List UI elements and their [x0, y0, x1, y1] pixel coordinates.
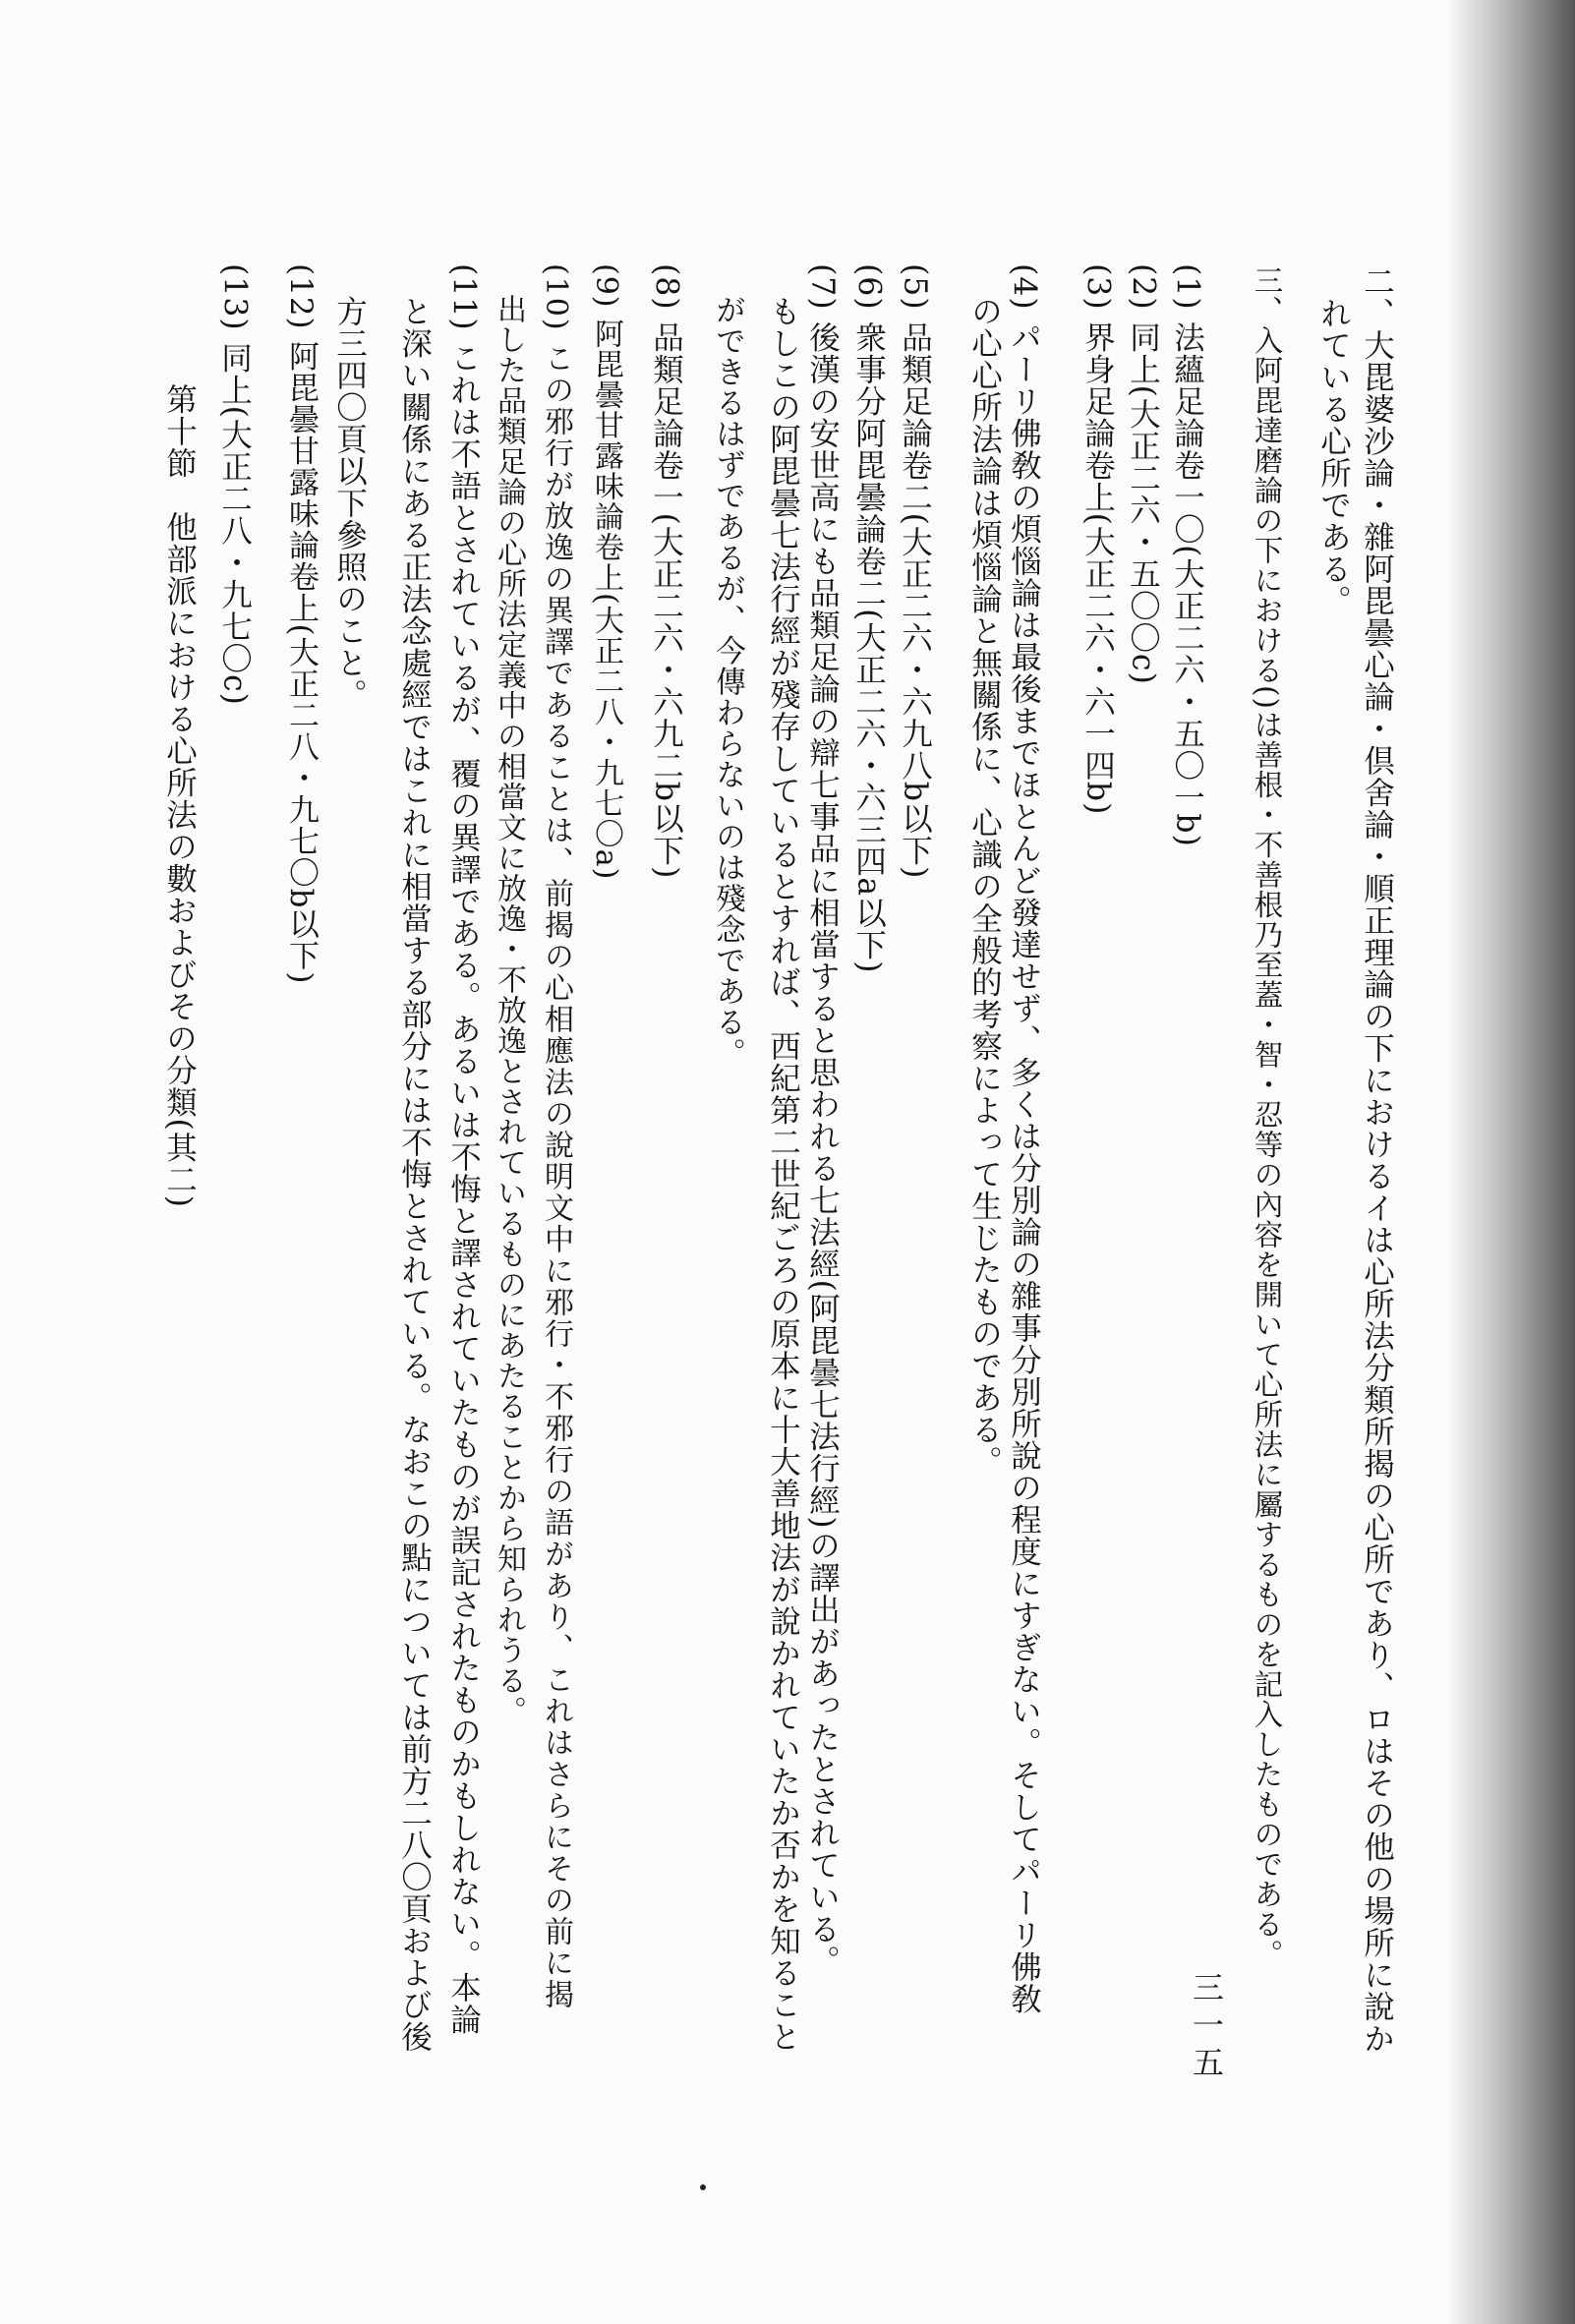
footnote-line: (2) 同上(大正二六・五〇〇c) — [1125, 263, 1161, 685]
text-line: れている心所である。 — [1315, 265, 1352, 617]
footnote-line: (10) この邪行が放逸の異譯であることは、前揭の心相應法の說明文中に邪行・不邪行の語があり、これはさらにその前に揭 — [539, 263, 573, 2011]
footnote-line: (6) 衆事分阿毘曇論卷二(大正二六・六三四a以下) — [850, 263, 887, 974]
page-number: 三一五 — [1188, 1971, 1225, 2083]
footnote-line: もしこの阿毘曇七法行經が殘存しているとすれば、西紀第二世紀ごろの原本に十大善地法が說かれていたか否かを知ること — [765, 263, 801, 2053]
scan-edge-shadow — [1447, 0, 1575, 2324]
footnote-line: ができるはずであるが、今傳わらないのは殘念である。 — [710, 263, 745, 1069]
footnote-line: 出した品類足論の心所法定義中の相當文に放逸・不放逸とされているものにあたることから知られうる。 — [492, 263, 526, 1726]
footnote-line: (13) 同上(大正二八・九七〇c) — [216, 263, 253, 706]
footnote-line: (5) 品類足論卷二(大正二六・六九八b以下) — [897, 263, 933, 880]
footnote-line: (4) パーリ佛敎の煩惱論は最後までほとんど發達せず、多くは分別論の雜事分別所說の程度にすぎない。そしてパーリ佛敎 — [1006, 263, 1042, 2015]
footnote-line: (9) 阿毘曇甘露味論卷上(大正二八・九七〇a) — [589, 263, 623, 881]
scan-speck — [700, 2184, 706, 2190]
footnote-line: (7) 後漢の安世高にも品類足論の辯七事品に相當すると思われる七法經(阿毘曇七法行經)の譯出があったとされている。 — [804, 263, 841, 1977]
footnote-line: 方三四〇頁以下參照のこと。 — [331, 263, 368, 711]
footnote-line: (1) 法蘊足論卷一〇(大正二六・五〇一b) — [1169, 263, 1205, 847]
footnote-line: (11) これは不語とされているが、覆の異譯である。あるいは不悔と譯されていたものが誤記されたものかもしれない。本論 — [445, 263, 482, 2036]
text-line: 二、大毘婆沙論・雜阿毘曇心論・倶舍論・順正理論の下におけるイは心所法分類所揭の心所であり、ロはその他の場所に說か — [1359, 265, 1395, 2055]
running-header: 第十節 他部派における心所法の數およびその分類(其二) — [161, 383, 198, 1209]
text-line: 三、入阿毘達磨論の下における()は善根・不善根乃至蓋・智・忍等の內容を開いて心所法に屬するものを記入したものである。 — [1250, 265, 1284, 1970]
footnote-line: (3) 界身足論卷上(大正二六・六一四b) — [1079, 263, 1116, 816]
footnote-line: と深い關係にある正法念處經ではこれに相當する部分には不悔とされている。なおこの點については前方二八〇頁および後 — [396, 263, 433, 2053]
footnote-line: の心心所法論は煩惱論と無關係に、心識の全般的考察によって生じたものである。 — [966, 263, 1003, 1478]
footnote-line: (8) 品類足論卷一(大正二六・六九二b以下) — [648, 263, 684, 880]
footnote-line: (12) 阿毘曇甘露味論卷上(大正二八・九七〇b以下) — [283, 263, 319, 985]
